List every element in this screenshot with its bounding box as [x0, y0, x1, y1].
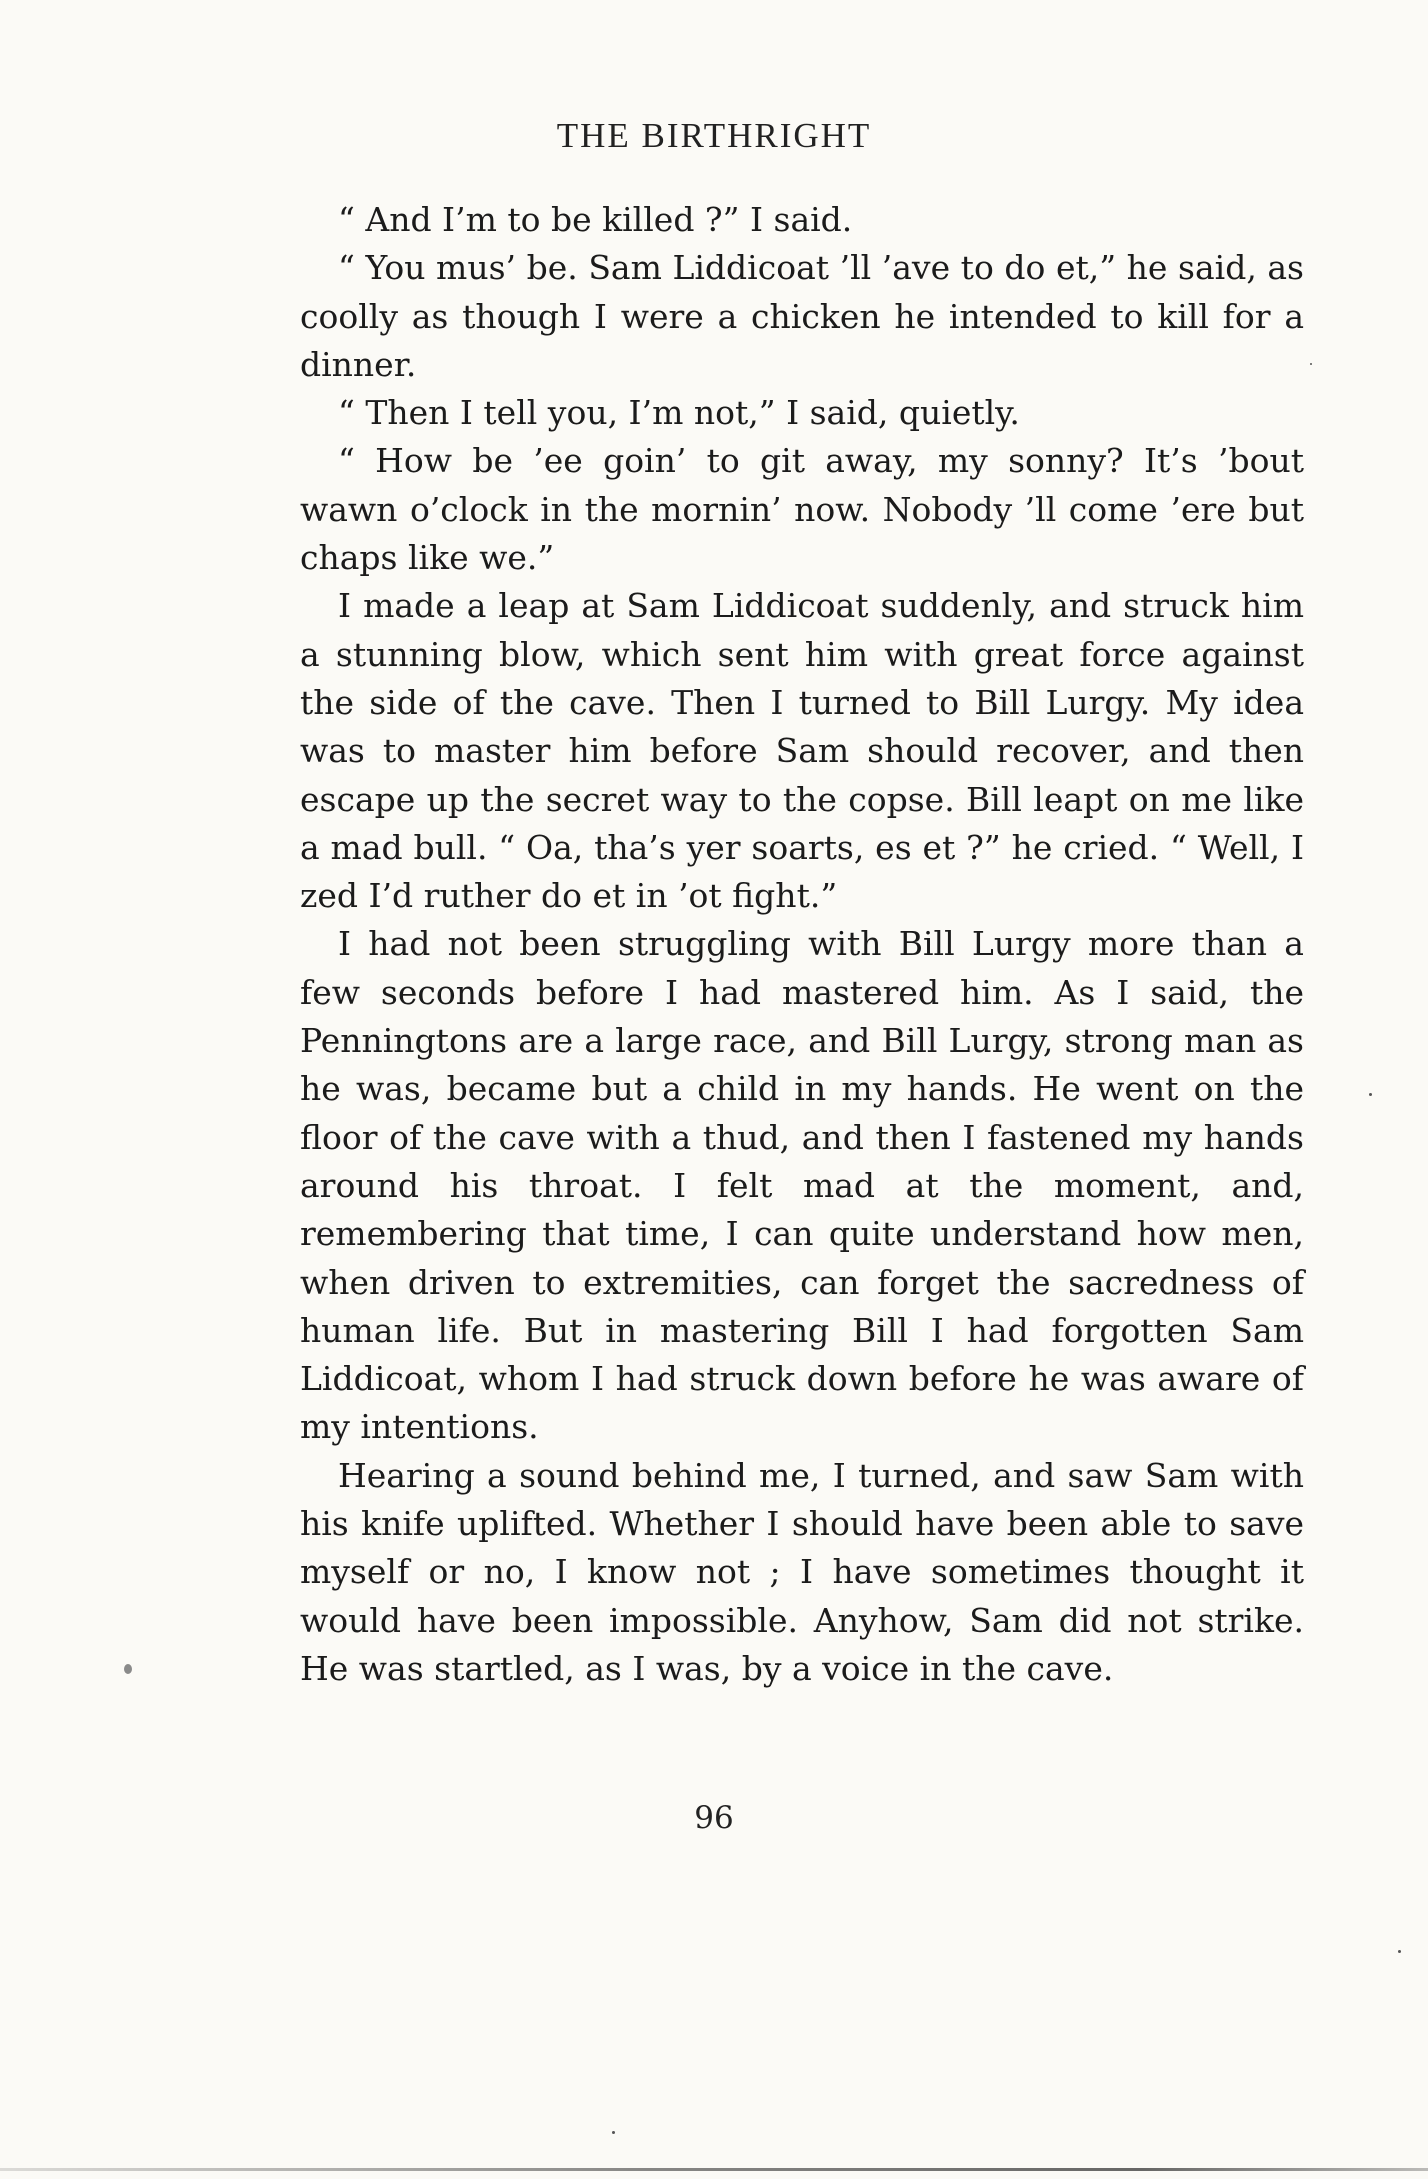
scan-speck [124, 1664, 132, 1674]
paragraph-2: “ You mus’ be. Sam Liddicoat ’ll ’ave to do et,” he said, as coolly as though I were a chicken he intended to kill for a dinner. [300, 248, 1304, 384]
paragraph-1: “ And I’m to be killed ?” I said. [338, 200, 853, 239]
paragraph-5: I made a leap at Sam Liddicoat suddenly, and struck him a stunning blow, which sent him with great force against the side of the cave. Then I turned to Bill Lurgy. My idea was to master him before Sam should recover, and then escape up the secret way to the copse. Bill leapt on me like a mad bull. “ Oa, tha’s yer soarts, es et ?” he cried. “ Well, I zed I’d ruther do et in ’ot fight.” [300, 586, 1304, 916]
scan-speck [1369, 1093, 1372, 1096]
scan-speck [612, 2131, 615, 2134]
page-number: 96 [694, 1800, 734, 1836]
paragraph-7: Hearing a sound behind me, I turned, and saw Sam with his knife uplifted. Whether I should have been able to save myself or no, I know not ; I have sometimes thought it would have been impossible. Anyhow, Sam did not strike. He was startled, as I was, by a voice in the cave. [300, 1455, 1304, 1688]
scan-edge-line [0, 2168, 1428, 2171]
scan-speck [1310, 363, 1312, 365]
running-head: THE BIRTHRIGHT [556, 116, 872, 155]
paragraph-3: “ Then I tell you, I’m not,” I said, quietly. [338, 393, 1020, 433]
paragraph-6: I had not been struggling with Bill Lurgy more than a few seconds before I had mastered him. As I said, the Penningtons are a large race, and Bill Lurgy, strong man as he was, became but a child in my hands. He went on the floor of the cave with a thud, and then I fastened my hands around his throat. I felt mad at the moment, and, remembering that time, I can quite understand how men, when driven to extremities, can forget the sacredness of human life. But in mastering Bill I had forgotten Sam Liddicoat, whom I had struck down before he was aware of my intentions. [300, 924, 1304, 1447]
paragraph-4: “ How be ’ee goin’ to git away, my sonny? It’s ’bout wawn o’clock in the mornin’ now. Nobody ’ll come ’ere but chaps like we.” [300, 441, 1304, 578]
scan-speck [1398, 1950, 1401, 1953]
body-text [300, 196, 1304, 1693]
